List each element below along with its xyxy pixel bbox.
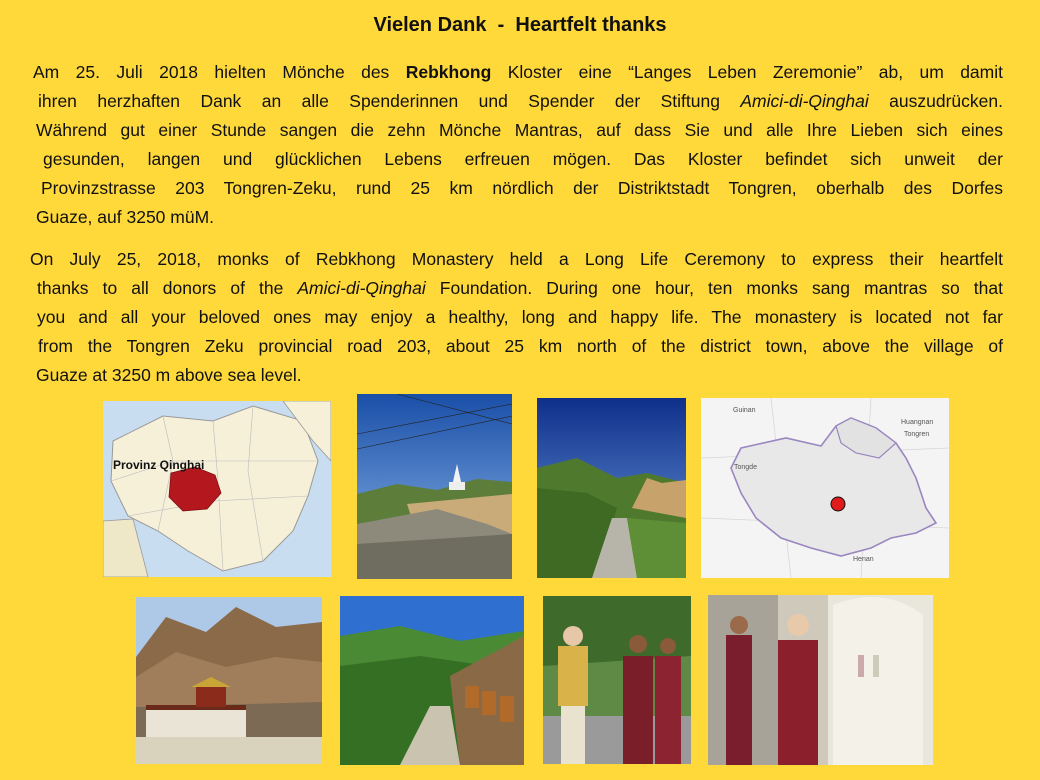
china-map-image: [103, 401, 331, 577]
english-line-1: On July 25, 2018, monks of Rebkhong Monastery held a Long Life Ceremony to express their heartfelt: [30, 249, 1003, 269]
ceremony-offering-photo: [708, 595, 933, 765]
german-line-5: Provinzstrasse 203 Tongren-Zeku, rund 25 km nördlich der Distriktstadt Tongren, oberhalb des Dorfes: [41, 178, 1003, 198]
map-label-tongde: Tongde: [734, 464, 757, 471]
monastery-valley-photo: [136, 597, 322, 764]
german-line-6: Guaze, auf 3250 müM.: [36, 207, 215, 227]
german-line-4: gesunden, langen und glücklichen Lebens erfreuen mögen. Das Kloster befindet sich unweit der: [43, 149, 1003, 169]
english-line-3: you and all your beloved ones may enjoy a healthy, long and happy life. The monastery is located not far: [37, 307, 1003, 327]
english-line-4: from the Tongren Zeku provincial road 203, about 25 km north of the district town, above the village of: [38, 336, 1003, 356]
region-map-image: [701, 398, 949, 578]
map-province-label: Provinz Qinghai: [113, 458, 205, 472]
english-line-5: Guaze at 3250 m above sea level.: [36, 365, 302, 385]
monastery-stupa-photo: [357, 394, 512, 579]
visitors-monks-photo: [543, 596, 691, 764]
german-line-1: Am 25. Juli 2018 hielten Mönche des Rebkhong Kloster eine “Langes Leben Zeremonie” ab, um damit: [33, 62, 1003, 82]
page-title: Vielen Dank - Heartfelt thanks: [373, 14, 667, 36]
map-label-henan: Henan: [853, 556, 874, 563]
german-line-3: Während gut einer Stunde sangen die zehn Mönche Mantras, auf dass Sie und alle Ihre Lieben sich eines: [36, 120, 1003, 140]
german-line-2: ihren herzhaften Dank an alle Spenderinnen und Spender der Stiftung Amici-di-Qinghai auszudrücken.: [38, 91, 1003, 111]
english-paragraph: [30, 245, 1003, 390]
map-label-huangnan: Huangnan: [901, 419, 934, 426]
valley-path-photo: [537, 398, 686, 578]
german-paragraph: [33, 58, 1003, 232]
english-line-2: thanks to all donors of the Amici-di-Qinghai Foundation. During one hour, ten monks sang mantras so that: [37, 278, 1003, 298]
prayer-wheels-photo: [340, 596, 524, 765]
map-label-tongren: Tongren: [904, 431, 930, 438]
map-label-guinan: Guinan: [733, 407, 756, 414]
